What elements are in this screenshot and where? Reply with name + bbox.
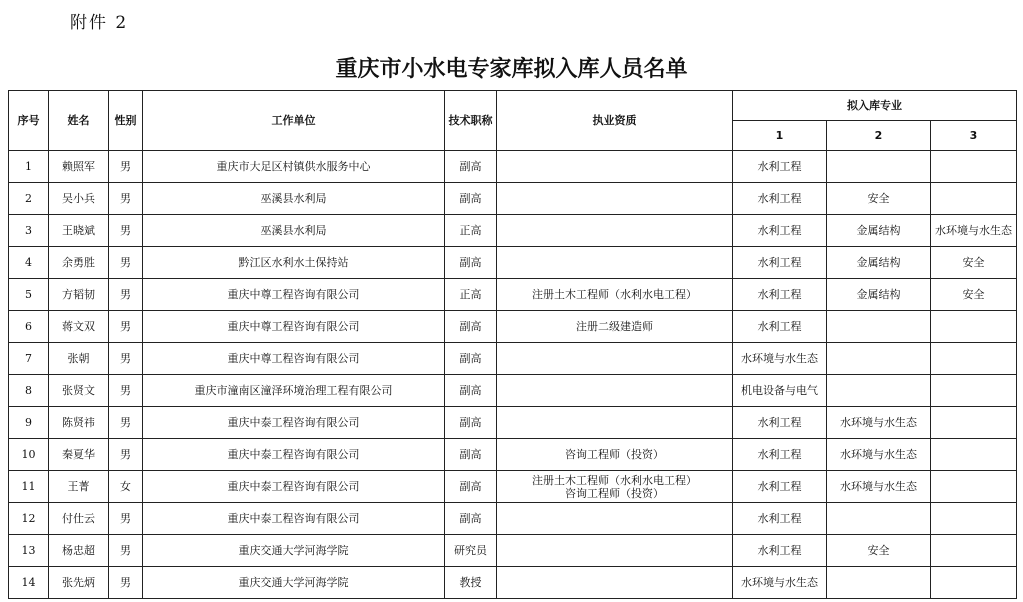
cell-employer: 重庆中尊工程咨询有限公司	[143, 311, 445, 343]
cell-spec1: 水利工程	[733, 247, 827, 279]
col-header-tech-title: 技术职称	[445, 91, 497, 151]
cell-employer: 重庆市大足区村镇供水服务中心	[143, 151, 445, 183]
cell-spec2: 安全	[827, 535, 931, 567]
table-row	[9, 215, 1017, 247]
cell-qualification	[497, 183, 733, 215]
cell-employer: 巫溪县水利局	[143, 183, 445, 215]
header-row	[9, 91, 1017, 121]
cell-spec1: 水环境与水生态	[733, 343, 827, 375]
cell-qualification	[497, 503, 733, 535]
cell-spec2	[827, 503, 931, 535]
cell-spec2	[827, 567, 931, 599]
cell-tech-title: 正高	[445, 279, 497, 311]
cell-tech-title: 副高	[445, 503, 497, 535]
cell-tech-title: 副高	[445, 183, 497, 215]
cell-spec1: 水利工程	[733, 311, 827, 343]
cell-index: 9	[9, 407, 49, 439]
cell-spec2	[827, 375, 931, 407]
cell-employer: 重庆中泰工程咨询有限公司	[143, 503, 445, 535]
document-title: 重庆市小水电专家库拟入库人员名单	[335, 57, 688, 82]
cell-name: 张朝	[49, 343, 109, 375]
cell-tech-title: 副高	[445, 247, 497, 279]
table-row	[9, 503, 1017, 535]
cell-qualification	[497, 247, 733, 279]
cell-gender: 男	[109, 503, 143, 535]
cell-tech-title: 副高	[445, 151, 497, 183]
table-row	[9, 343, 1017, 375]
cell-spec1: 水利工程	[733, 183, 827, 215]
cell-spec2: 金属结构	[827, 279, 931, 311]
cell-spec2	[827, 311, 931, 343]
cell-spec1: 水利工程	[733, 439, 827, 471]
cell-gender: 男	[109, 247, 143, 279]
cell-index: 13	[9, 535, 49, 567]
cell-spec2: 水环境与水生态	[827, 407, 931, 439]
cell-name: 张贤文	[49, 375, 109, 407]
cell-employer: 重庆交通大学河海学院	[143, 567, 445, 599]
cell-index: 5	[9, 279, 49, 311]
table-row	[9, 471, 1017, 503]
cell-employer: 重庆中泰工程咨询有限公司	[143, 471, 445, 503]
cell-spec1: 水环境与水生态	[733, 567, 827, 599]
cell-spec1: 水利工程	[733, 503, 827, 535]
cell-tech-title: 副高	[445, 343, 497, 375]
cell-name: 陈贤祎	[49, 407, 109, 439]
table-row	[9, 375, 1017, 407]
cell-tech-title: 教授	[445, 567, 497, 599]
cell-spec3	[931, 343, 1017, 375]
cell-index: 10	[9, 439, 49, 471]
table-row	[9, 535, 1017, 567]
cell-gender: 男	[109, 535, 143, 567]
col-header-spec1: 1	[733, 121, 827, 151]
col-header-name: 姓名	[49, 91, 109, 151]
cell-gender: 男	[109, 311, 143, 343]
cell-spec1: 水利工程	[733, 215, 827, 247]
cell-gender: 男	[109, 151, 143, 183]
cell-spec3	[931, 375, 1017, 407]
cell-employer: 重庆中尊工程咨询有限公司	[143, 279, 445, 311]
table-row	[9, 247, 1017, 279]
cell-gender: 男	[109, 343, 143, 375]
table-row	[9, 311, 1017, 343]
cell-spec3	[931, 567, 1017, 599]
cell-qualification	[497, 343, 733, 375]
cell-index: 12	[9, 503, 49, 535]
cell-gender: 男	[109, 439, 143, 471]
cell-spec3: 安全	[931, 279, 1017, 311]
cell-name: 王晓斌	[49, 215, 109, 247]
cell-spec1: 机电设备与电气	[733, 375, 827, 407]
cell-name: 吴小兵	[49, 183, 109, 215]
cell-employer: 黔江区水利水土保持站	[143, 247, 445, 279]
cell-spec3	[931, 183, 1017, 215]
cell-spec2: 水环境与水生态	[827, 439, 931, 471]
col-header-index: 序号	[9, 91, 49, 151]
cell-employer: 重庆中尊工程咨询有限公司	[143, 343, 445, 375]
cell-qualification: 注册土木工程师（水利水电工程）	[497, 279, 733, 311]
cell-index: 6	[9, 311, 49, 343]
cell-index: 2	[9, 183, 49, 215]
roster-body	[9, 151, 1017, 599]
cell-qualification	[497, 535, 733, 567]
cell-employer: 重庆中泰工程咨询有限公司	[143, 407, 445, 439]
cell-spec3	[931, 535, 1017, 567]
col-header-spec2: 2	[827, 121, 931, 151]
cell-name: 蒋文双	[49, 311, 109, 343]
cell-spec3	[931, 151, 1017, 183]
cell-gender: 男	[109, 183, 143, 215]
cell-spec3	[931, 503, 1017, 535]
cell-qualification	[497, 151, 733, 183]
cell-name: 余勇胜	[49, 247, 109, 279]
cell-spec3	[931, 407, 1017, 439]
cell-name: 赖照军	[49, 151, 109, 183]
cell-index: 14	[9, 567, 49, 599]
cell-gender: 男	[109, 215, 143, 247]
cell-spec3: 安全	[931, 247, 1017, 279]
cell-spec1: 水利工程	[733, 407, 827, 439]
cell-gender: 男	[109, 407, 143, 439]
table-row	[9, 183, 1017, 215]
cell-employer: 重庆市潼南区潼泽环境治理工程有限公司	[143, 375, 445, 407]
col-header-employer: 工作单位	[143, 91, 445, 151]
cell-qualification: 咨询工程师（投资）	[497, 439, 733, 471]
cell-spec1: 水利工程	[733, 279, 827, 311]
cell-spec2	[827, 151, 931, 183]
table-row	[9, 407, 1017, 439]
cell-tech-title: 副高	[445, 375, 497, 407]
cell-name: 方韬韧	[49, 279, 109, 311]
cell-gender: 男	[109, 279, 143, 311]
cell-qualification	[497, 375, 733, 407]
cell-spec2: 金属结构	[827, 247, 931, 279]
cell-name: 王菁	[49, 471, 109, 503]
cell-qualification: 注册二级建造师	[497, 311, 733, 343]
cell-employer: 重庆中泰工程咨询有限公司	[143, 439, 445, 471]
cell-name: 秦夏华	[49, 439, 109, 471]
cell-tech-title: 副高	[445, 439, 497, 471]
col-header-spec3: 3	[931, 121, 1017, 151]
cell-spec1: 水利工程	[733, 151, 827, 183]
cell-name: 张先炳	[49, 567, 109, 599]
table-row	[9, 567, 1017, 599]
cell-spec1: 水利工程	[733, 535, 827, 567]
cell-spec1: 水利工程	[733, 471, 827, 503]
cell-employer: 重庆交通大学河海学院	[143, 535, 445, 567]
cell-name: 杨忠超	[49, 535, 109, 567]
cell-name: 付仕云	[49, 503, 109, 535]
cell-tech-title: 副高	[445, 407, 497, 439]
cell-spec2: 安全	[827, 183, 931, 215]
cell-spec2: 金属结构	[827, 215, 931, 247]
cell-qualification: 注册土木工程师（水利水电工程） 咨询工程师（投资）	[497, 471, 733, 503]
cell-gender: 男	[109, 567, 143, 599]
col-header-qualification: 执业资质	[497, 91, 733, 151]
cell-gender: 男	[109, 375, 143, 407]
cell-index: 8	[9, 375, 49, 407]
cell-spec2	[827, 343, 931, 375]
expert-roster-table	[8, 90, 1017, 599]
col-header-gender: 性别	[109, 91, 143, 151]
table-row	[9, 279, 1017, 311]
cell-gender: 女	[109, 471, 143, 503]
cell-tech-title: 研究员	[445, 535, 497, 567]
cell-tech-title: 副高	[445, 471, 497, 503]
cell-tech-title: 正高	[445, 215, 497, 247]
cell-spec2: 水环境与水生态	[827, 471, 931, 503]
table-row	[9, 151, 1017, 183]
col-header-specialty-group: 拟入库专业	[733, 91, 1017, 121]
cell-spec3: 水环境与水生态	[931, 215, 1017, 247]
table-row	[9, 439, 1017, 471]
cell-employer: 巫溪县水利局	[143, 215, 445, 247]
cell-qualification	[497, 215, 733, 247]
cell-spec3	[931, 439, 1017, 471]
cell-index: 1	[9, 151, 49, 183]
cell-index: 7	[9, 343, 49, 375]
cell-qualification	[497, 567, 733, 599]
cell-index: 11	[9, 471, 49, 503]
cell-index: 3	[9, 215, 49, 247]
cell-spec3	[931, 311, 1017, 343]
cell-spec3	[931, 471, 1017, 503]
cell-qualification	[497, 407, 733, 439]
cell-index: 4	[9, 247, 49, 279]
attachment-label: 附件 2	[70, 13, 129, 33]
cell-tech-title: 副高	[445, 311, 497, 343]
